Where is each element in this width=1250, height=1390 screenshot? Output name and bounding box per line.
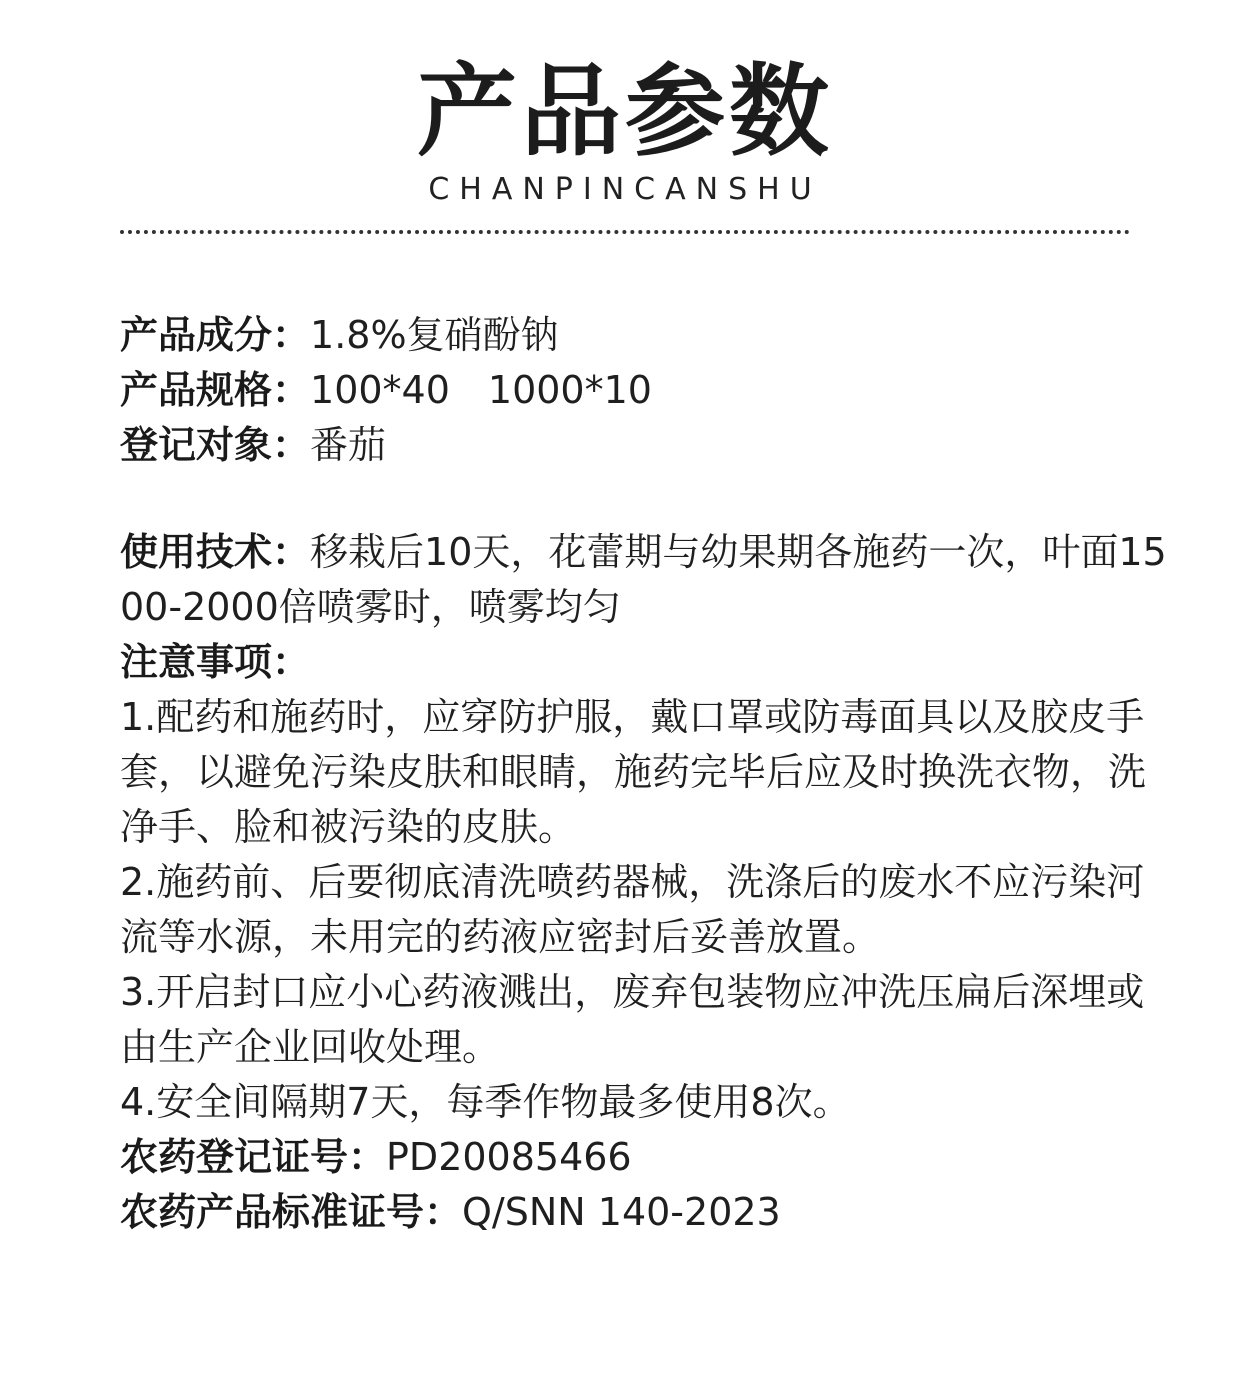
usage-text: 移栽后10天，花蕾期与幼果期各施药一次，叶面1500-2000倍喷雾时，喷雾均匀 [120, 530, 1167, 629]
dotted-divider [120, 230, 1130, 234]
registration-row [120, 1130, 1180, 1185]
usage-paragraph [120, 525, 1180, 635]
standard-row [120, 1185, 1180, 1240]
target-row [120, 418, 1180, 473]
target-value: 番茄 [310, 423, 387, 467]
standard-label: 农药产品标准证号： [120, 1190, 463, 1234]
section-gap [120, 473, 1180, 525]
target-label: 登记对象： [120, 423, 311, 467]
ingredient-label: 产品成分： [120, 313, 311, 357]
ingredient-row [120, 308, 1180, 363]
ingredient-value: 1.8%复硝酚钠 [310, 313, 559, 357]
note-item: 4.安全间隔期7天，每季作物最多使用8次。 [120, 1080, 851, 1124]
note-item: 1.配药和施药时，应穿防护服，戴口罩或防毒面具以及胶皮手套，以避免污染皮肤和眼睛，施药完毕后应及时换洗衣物，洗净手、脸和被污染的皮肤。 [120, 695, 1147, 849]
notes-label: 注意事项： [120, 640, 311, 684]
notes-heading-row [120, 635, 1180, 690]
spec-row [120, 363, 1180, 418]
spec-label: 产品规格： [120, 368, 311, 412]
product-parameters [120, 308, 1180, 1240]
note-item: 2.施药前、后要彻底清洗喷药器械，洗涤后的废水不应污染河流等水源，未用完的药液应密封后妥善放置。 [120, 860, 1145, 959]
usage-label: 使用技术： [120, 530, 311, 574]
note-item: 3.开启封口应小心药液溅出，废弃包装物应冲洗压扁后深埋或由生产企业回收处理。 [120, 970, 1145, 1069]
registration-label: 农药登记证号： [120, 1135, 387, 1179]
registration-value: PD20085466 [386, 1135, 632, 1179]
page-title: 产品参数 [417, 53, 833, 170]
standard-value: Q/SNN 140-2023 [462, 1190, 781, 1234]
page-subtitle: CHANPINCANSHU [428, 172, 822, 207]
spec-value: 100*40 1000*10 [310, 368, 652, 412]
